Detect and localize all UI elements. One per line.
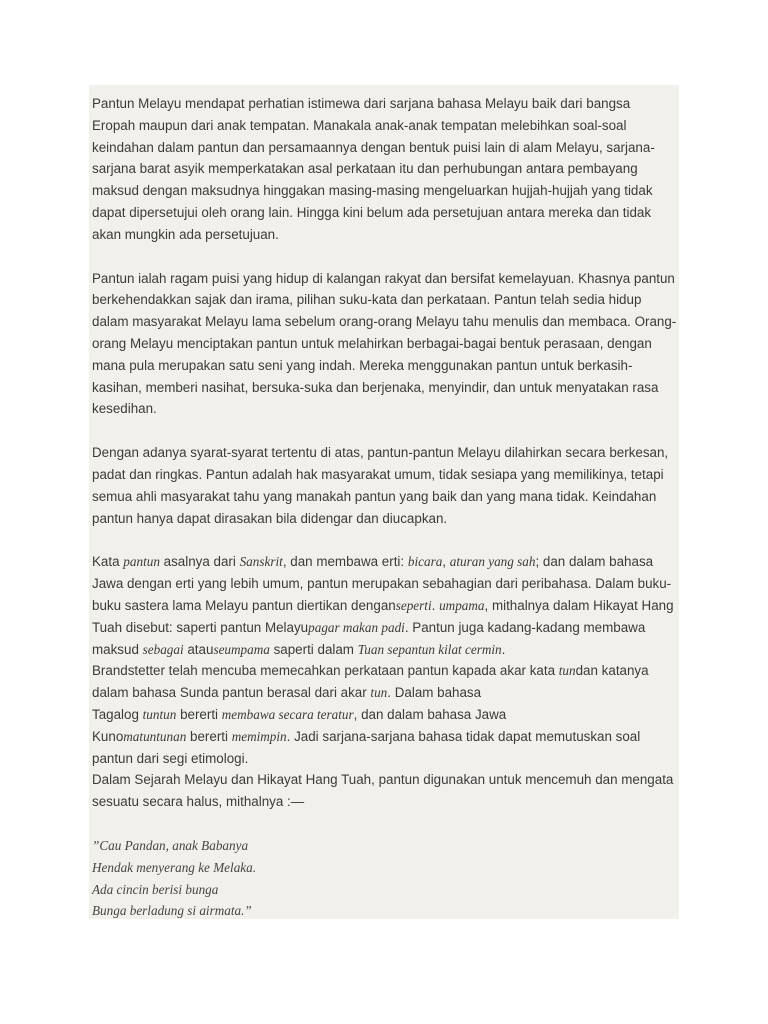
text-run: Dalam Sejarah Melayu dan Hikayat Hang Tuah, pantun digunakan untuk mencemuh dan mengata sesuatu secara halus, mithalnya :— — [92, 772, 674, 810]
document-body — [92, 93, 677, 922]
text-run: ; dan dalam bahasa Jawa dengan erti yang lebih umum, pantun merupakan sebahagian dari peribahasa. Dalam buku-buku sastera lama Melayu pantun diertikan dengan — [92, 554, 672, 613]
text-run: Pantun Melayu mendapat perhatian istimewa dari sarjana bahasa Melayu baik dari bangsa Eropah maupun dari anak tempatan. Manakala anak-anak tempatan melebihkan soal-soal keindahan dalam pantun dan persamaannya dengan bentuk puisi lain di alam Melayu, sarjana-sarjana barat asyik memperkatakan asal perkataan itu dan perhubungan antara pembayang maksud dengan maksudnya hinggakan masing-masing mengeluarkan hujjah-hujjah yang tidak dapat dipersetujui oleh orang lain. Hingga kini belum ada persetujuan antara mereka dan tidak akan mungkin ada persetujuan. — [92, 96, 655, 242]
text-run: . Dalam bahasa — [387, 685, 482, 701]
italic-text: membawa secara teratur — [221, 706, 354, 722]
italic-text: tuntun — [142, 706, 177, 722]
text-run: , — [442, 554, 450, 570]
text-run: . Jadi sarjana-sarjana bahasa tidak dapat memutuskan soal pantun dari segi etimologi. — [92, 728, 641, 766]
italic-text: memimpin — [231, 728, 287, 744]
italic-text: matuntunan — [123, 728, 187, 744]
italic-text: sebagai — [142, 641, 184, 657]
paragraph-1 — [92, 93, 677, 246]
text-run: Tagalog — [92, 706, 143, 722]
text-run: , dan dalam bahasa Jawa — [353, 706, 507, 722]
italic-text: umpama — [439, 597, 485, 613]
italic-text: pagar makan padi — [308, 619, 405, 635]
italic-text: Tuan sepantun kilat cermin — [357, 641, 502, 657]
italic-text: pantun — [123, 554, 160, 570]
poem-line: Ada cincin berisi bunga — [92, 881, 219, 897]
text-run: asalnya dari — [159, 554, 240, 570]
paragraph-3 — [92, 442, 677, 529]
text-run: . — [431, 597, 440, 613]
italic-text: seumpama — [213, 641, 270, 657]
italic-text: tun — [558, 663, 576, 679]
text-run: dan katanya dalam bahasa Sunda pantun berasal dari akar — [92, 663, 649, 701]
italic-text: aturan yang sah — [449, 554, 536, 570]
italic-text: bicara — [407, 554, 443, 570]
text-run: bererti — [186, 728, 232, 744]
text-run: Brandstetter telah mencuba memecahkan perkataan pantun kapada akar kata — [92, 663, 559, 679]
paragraph-4 — [92, 551, 677, 813]
poem-line: Hendak menyerang ke Melaka. — [92, 859, 257, 875]
poem-line: ”Cau Pandan, anak Babanya — [92, 837, 249, 853]
text-run: Dengan adanya syarat-syarat tertentu di atas, pantun-pantun Melayu dilahirkan secara berkesan, padat dan ringkas. Pantun adalah hak masyarakat umum, tidak sesiapa yang memilikinya, tetapi semua ahli masyarakat tahu yang manakah pantun yang baik dan yang mana tidak. Keindahan pantun hanya dapat dirasakan bila didengar dan diucapkan. — [92, 445, 669, 526]
text-run: Kuno — [92, 728, 124, 744]
poem-line: Bunga berladung si airmata.” — [92, 903, 252, 919]
text-run: . — [501, 641, 506, 657]
text-run: Kata — [92, 554, 124, 570]
text-run: , mithalnya dalam Hikayat Hang Tuah disebut: saperti pantun Melayu — [92, 597, 674, 635]
text-run: , dan membawa erti: — [282, 554, 408, 570]
paragraph-2 — [92, 268, 677, 421]
text-run: saperti dalam — [269, 641, 358, 657]
text-run: atau — [183, 641, 214, 657]
italic-text: Sanskrit — [239, 554, 283, 570]
text-run: Pantun ialah ragam puisi yang hidup di kalangan rakyat dan bersifat kemelayuan. Khasnya pantun berkehendakkan sajak dan irama, pilihan suku-kata dan perkataan. Pantun telah sedia hidup dalam masyarakat Melayu lama sebelum orang-orang Melayu tahu menulis dan membaca. Orang-orang Melayu menciptakan pantun untuk melahirkan berbagai-bagai bentuk perasaan, dengan mana pula merupakan satu seni yang indah. Mereka menggunakan pantun untuk berkasih-kasihan, memberi nasihat, bersuka-suka dan berjenaka, menyindir, dan untuk menyatakan rasa kesedihan. — [92, 270, 677, 417]
text-run: . Pantun juga kadang-kadang membawa maksud — [92, 619, 646, 657]
italic-text: tun — [370, 685, 388, 701]
pantun-poem — [92, 835, 677, 922]
document-page — [89, 85, 679, 919]
italic-text: seperti — [395, 597, 432, 613]
text-run: bererti — [176, 706, 222, 722]
